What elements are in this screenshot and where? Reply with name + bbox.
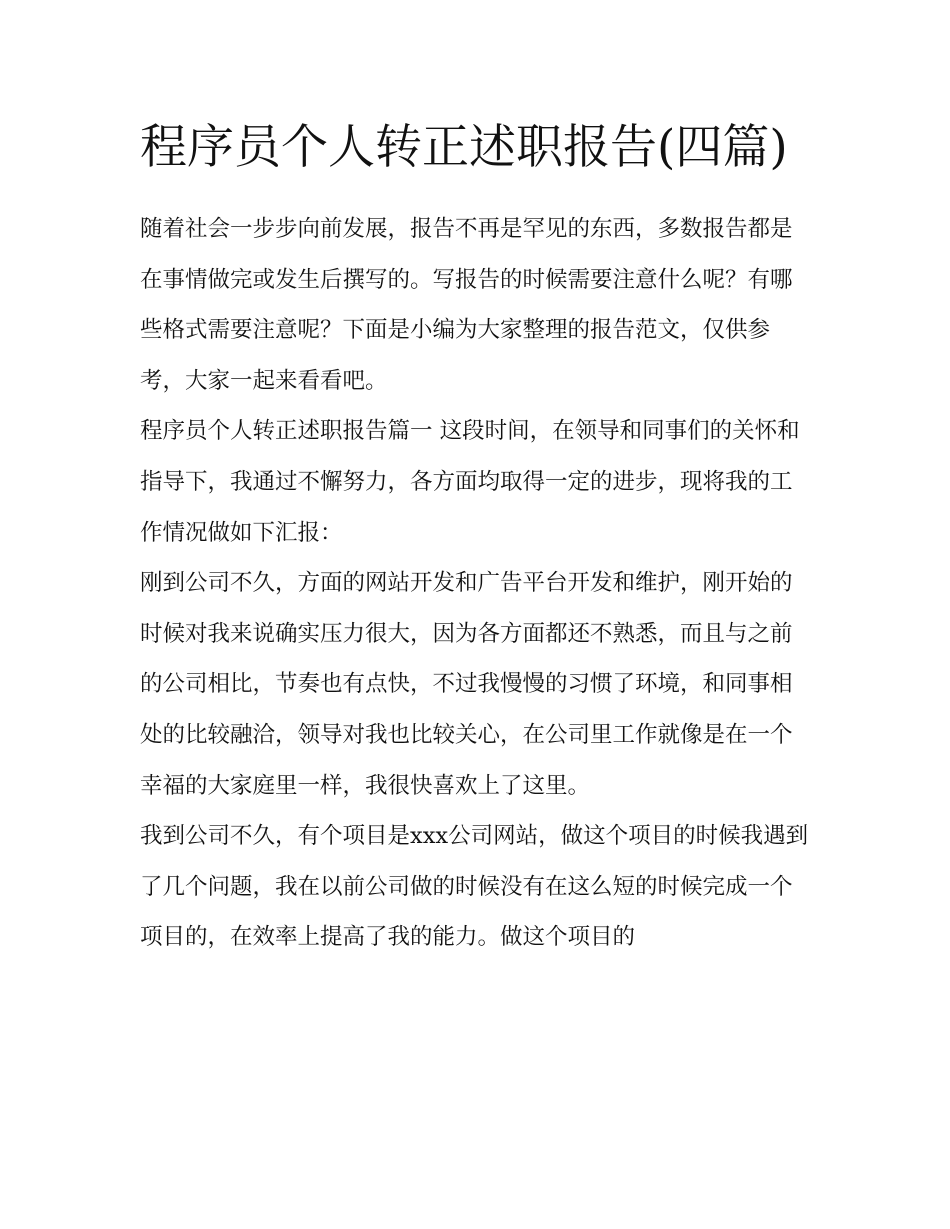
document-title: 程序员个人转正述职报告(四篇) — [140, 120, 788, 175]
paragraph-first-impressions: 刚到公司不久，方面的网站开发和广告平台开发和维护，刚开始的时候对我来说确实压力很大，因为各方面都还不熟悉，而且与之前的公司相比，节奏也有点快，不过我慢慢的习惯了环境，和同事相处的比较融洽，领导对我也比较关心，在公司里工作就像是在一个幸福的大家庭里一样，我很快喜欢上了这里。 — [140, 570, 793, 799]
paragraph-section-one-opening: 程序员个人转正述职报告篇一 这段时间，在领导和同事们的关怀和指导下，我通过不懈努力，各方面均取得一定的进步，现将我的工作情况做如下汇报： — [140, 418, 800, 546]
paragraph-project-experience: 我到公司不久，有个项目是xxx公司网站，做这个项目的时候我遇到了几个问题，我在以前公司做的时候没有在这么短的时候完成一个项目的，在效率上提高了我的能力。做这个项目的 — [140, 823, 809, 951]
paragraph-intro: 随着社会一步步向前发展，报告不再是罕见的东西，多数报告都是在事情做完或发生后撰写的。写报告的时候需要注意什么呢？有哪些格式需要注意呢？下面是小编为大家整理的报告范文，仅供参考，大家一起来看看吧。 — [140, 216, 793, 394]
document-body — [140, 112, 810, 963]
